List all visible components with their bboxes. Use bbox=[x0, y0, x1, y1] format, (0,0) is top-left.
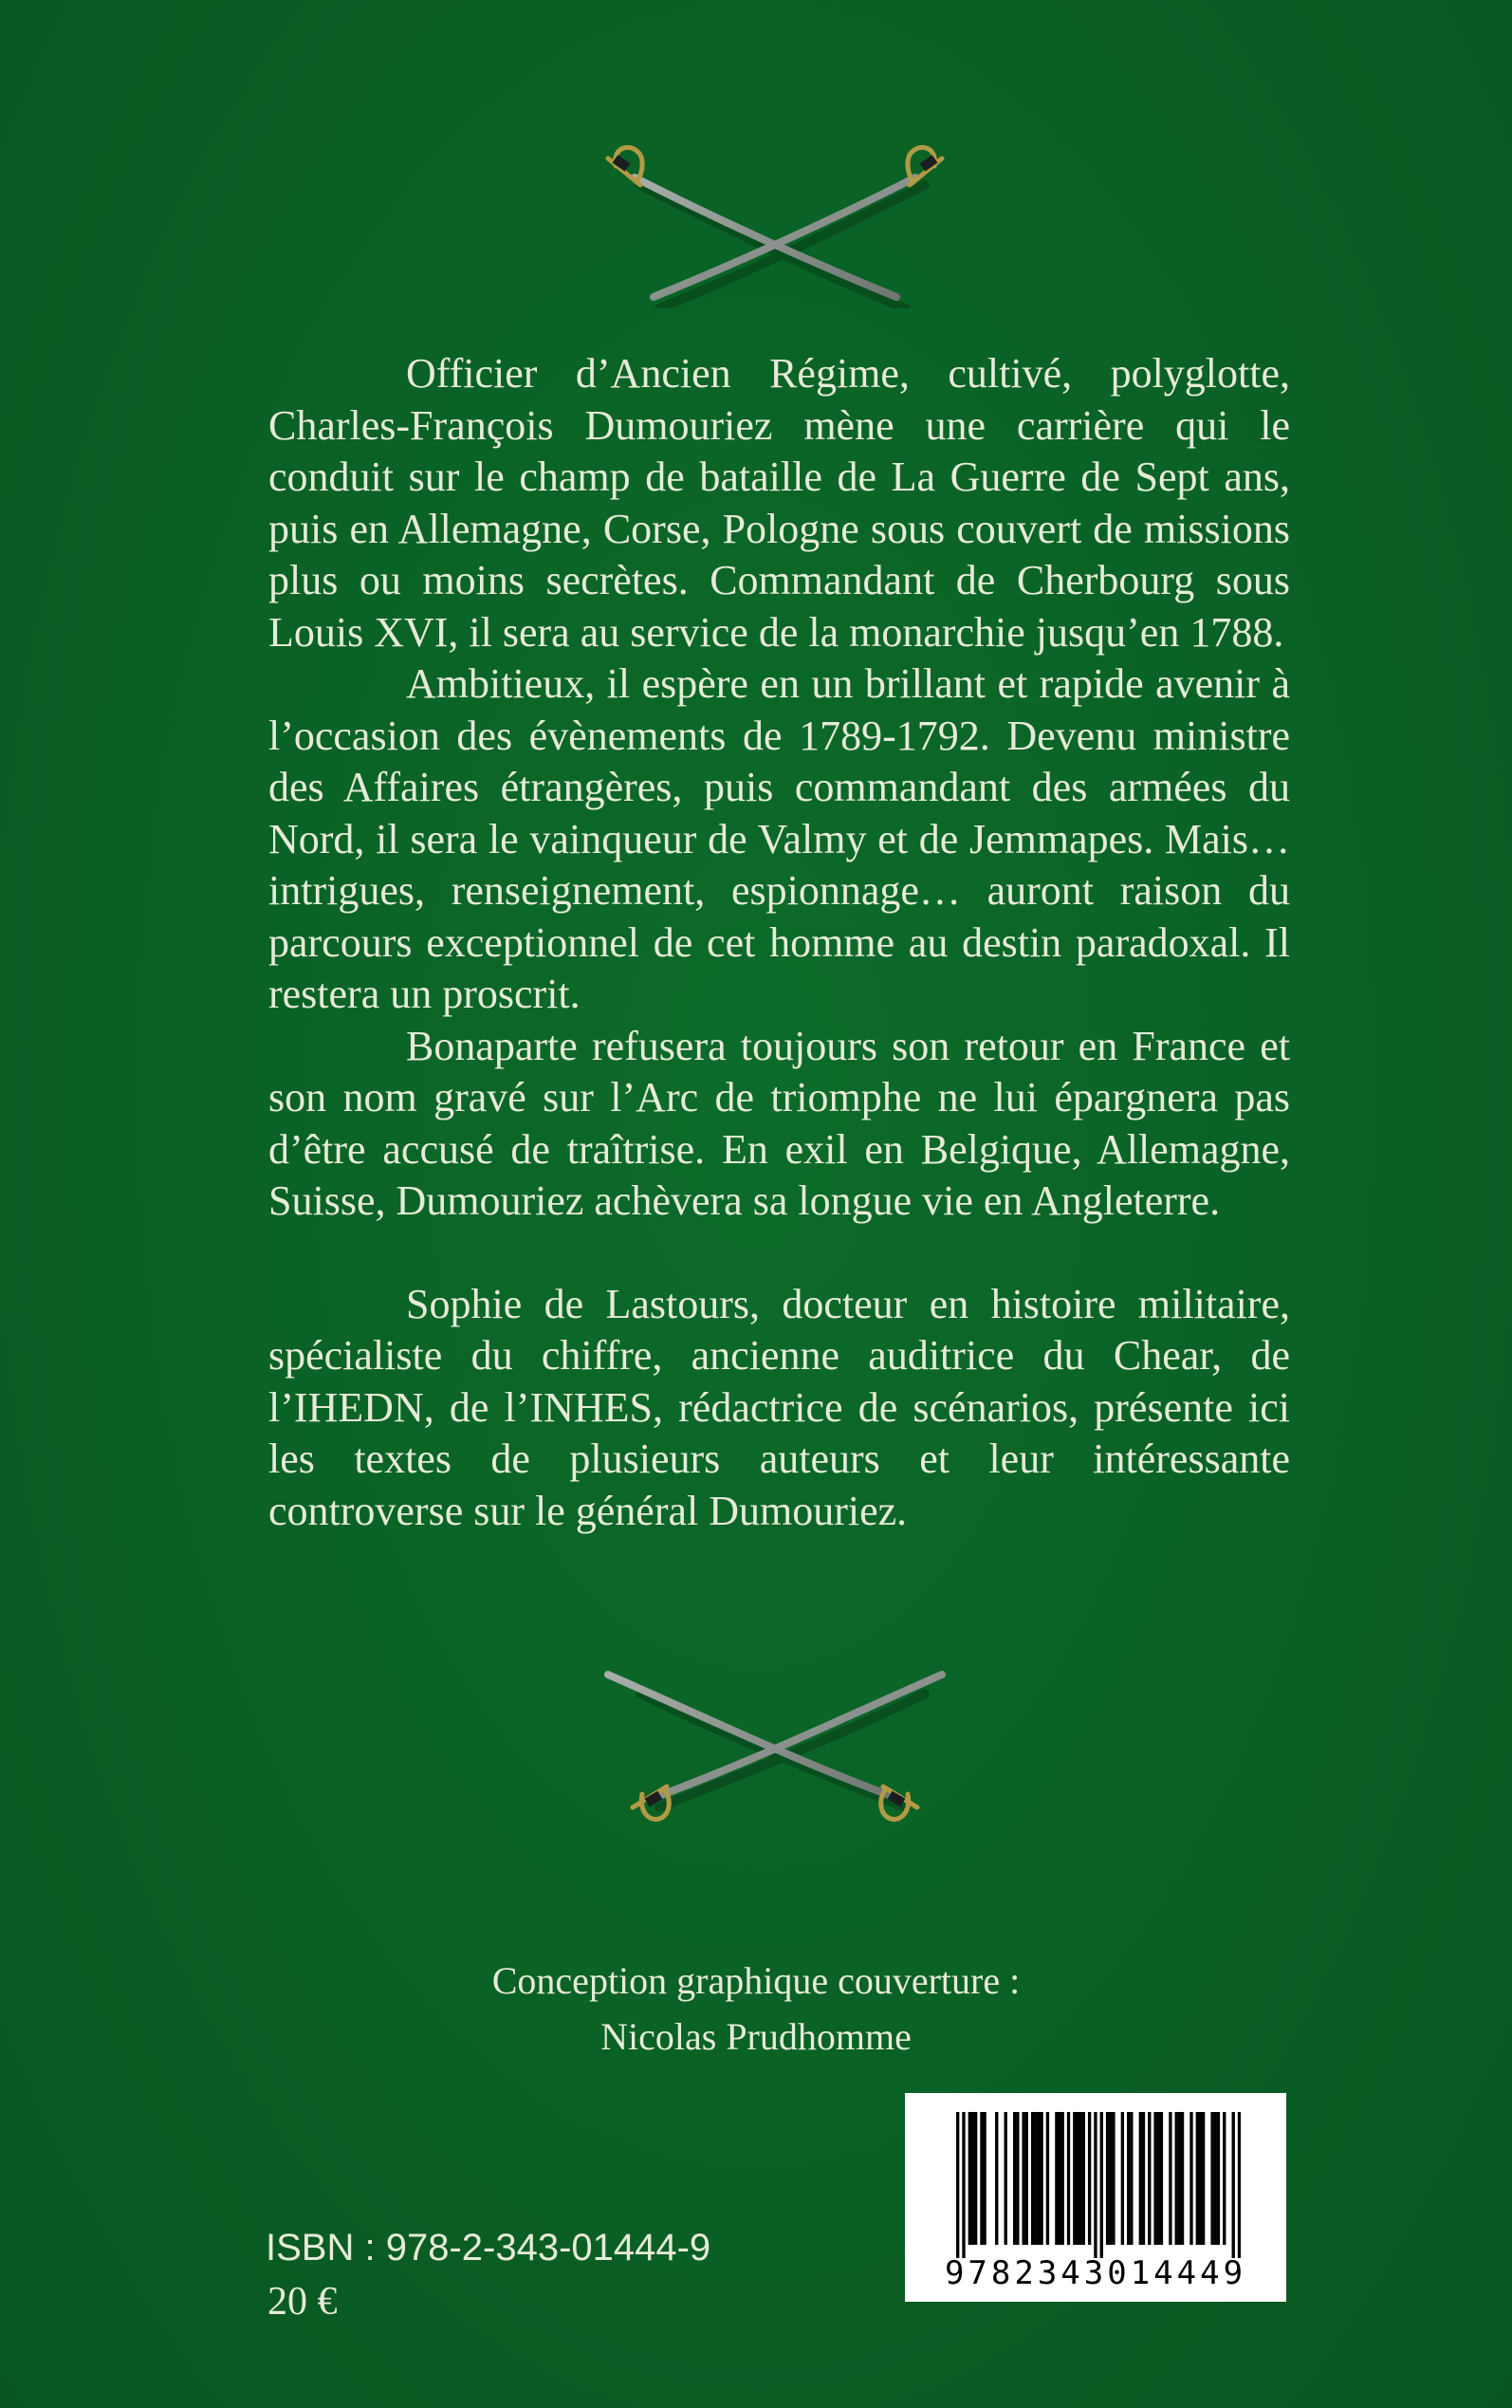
barcode-bar bbox=[962, 2112, 965, 2258]
crossed-sabres-icon bbox=[595, 1665, 955, 1836]
barcode-bar bbox=[1073, 2112, 1076, 2245]
barcode-bar bbox=[1025, 2112, 1028, 2245]
cover-design-credit bbox=[323, 1953, 1189, 2065]
barcode-bar bbox=[1178, 2112, 1181, 2245]
crossed-sabres-icon bbox=[595, 138, 955, 308]
isbn: ISBN : 978-2-343-01444-9 bbox=[266, 2227, 711, 2269]
barcode-bar bbox=[1210, 2112, 1213, 2245]
barcode-bar bbox=[1157, 2112, 1160, 2245]
barcode-bar bbox=[1013, 2112, 1016, 2245]
barcode-bar bbox=[1016, 2112, 1019, 2245]
barcode-digits: 9782343014449 bbox=[944, 2254, 1247, 2292]
barcode-bar bbox=[1034, 2112, 1037, 2245]
barcode-bar bbox=[1142, 2112, 1145, 2245]
barcode-bar bbox=[1232, 2112, 1235, 2258]
barcode-bar bbox=[968, 2112, 971, 2245]
credit-designer: Nicolas Prudhomme bbox=[600, 2015, 912, 2058]
barcode-bar bbox=[1061, 2112, 1064, 2245]
barcode-bar bbox=[1130, 2112, 1133, 2245]
barcode-bar bbox=[971, 2112, 974, 2245]
barcode-bar bbox=[1094, 2112, 1097, 2258]
barcode-bar bbox=[1199, 2112, 1202, 2245]
barcode-bar bbox=[1046, 2112, 1049, 2245]
credit-label: Conception graphique couverture : bbox=[491, 1959, 1021, 2002]
barcode-bar bbox=[1139, 2112, 1142, 2245]
barcode-bar bbox=[1055, 2112, 1058, 2245]
blurb-paragraph-3: Bonaparte refusera toujours son retour en France et son nom gravé sur l’Arc de triomphe ne lui épargnera pas d’être accusé de traîtrise. En exil en Belgique, Allemagne, Suisse, Dumouriez achèvera sa longue vie en Angleterre. bbox=[268, 1022, 1290, 1224]
barcode-bar bbox=[1189, 2112, 1192, 2245]
blurb-paragraph-1: Officier d’Ancien Régime, cultivé, polyglotte, Charles-François Dumouriez mène une carrière qui le conduit sur le champ de bataille de La Guerre de Sept ans, puis en Allemagne, Corse, Pologne sous couvert de missions plus ou moins secrètes. Commandant de Cherbourg sous Louis XVI, il sera au service de la monarchie jusqu’en 1788. bbox=[268, 350, 1290, 656]
barcode-bar bbox=[1169, 2112, 1171, 2245]
price: 20 € bbox=[267, 2280, 338, 2324]
barcode-bar bbox=[1175, 2112, 1178, 2245]
barcode-bar bbox=[1076, 2112, 1079, 2245]
barcode-bar bbox=[1040, 2112, 1042, 2245]
barcode-bar bbox=[1202, 2112, 1205, 2245]
barcode-bar bbox=[956, 2112, 959, 2258]
barcode-bar bbox=[1217, 2112, 1220, 2245]
barcode-bar bbox=[1082, 2112, 1085, 2245]
barcode-bar bbox=[1181, 2112, 1184, 2245]
barcode-bar bbox=[1106, 2112, 1109, 2245]
barcode-bar bbox=[1100, 2112, 1103, 2258]
barcode-bar bbox=[995, 2112, 998, 2245]
barcode-bar bbox=[1005, 2112, 1007, 2245]
blurb bbox=[268, 348, 1290, 1537]
author-bio: Sophie de Lastours, docteur en histoire militaire, spécialiste du chiffre, ancienne auditrice du Chear, de l’IHEDN, de l’INHES, rédactrice de scénarios, présente ici les textes de plusieurs auteurs et leur intéressante controverse sur le général Dumouriez. bbox=[268, 1280, 1290, 1534]
barcode-bar bbox=[1058, 2112, 1060, 2245]
barcode-bar bbox=[1031, 2112, 1034, 2245]
barcode-bar bbox=[1121, 2112, 1124, 2245]
barcode bbox=[905, 2093, 1286, 2302]
barcode-bar bbox=[1127, 2112, 1130, 2245]
barcode-bar bbox=[1196, 2112, 1199, 2245]
barcode-bars bbox=[956, 2112, 1241, 2258]
barcode-bar bbox=[1112, 2112, 1115, 2245]
barcode-bar bbox=[1148, 2112, 1151, 2245]
barcode-bar bbox=[1088, 2112, 1091, 2245]
barcode-bar bbox=[1067, 2112, 1070, 2245]
barcode-bar bbox=[1223, 2112, 1226, 2245]
barcode-bar bbox=[1153, 2112, 1156, 2245]
barcode-bar bbox=[1160, 2112, 1163, 2245]
barcode-bar bbox=[983, 2112, 986, 2245]
barcode-bar bbox=[1022, 2112, 1024, 2245]
barcode-bar bbox=[1109, 2112, 1112, 2245]
barcode-bar bbox=[1037, 2112, 1040, 2245]
barcode-bar bbox=[1238, 2112, 1241, 2258]
barcode-bar bbox=[1079, 2112, 1081, 2245]
blurb-paragraph-2: Ambitieux, il espère en un brillant et rapide avenir à l’occasion des évènements de 1789-1792. Devenu ministre des Affaires étrangères, puis commandant des armées du Nord, il sera le vainqueur de Valmy et de Jemmapes. Mais… intrigues, renseignement, espionnage… auront raison du parcours exceptionnel de cet homme au destin paradoxal. Il restera un proscrit. bbox=[268, 660, 1290, 1017]
barcode-bar bbox=[1214, 2112, 1217, 2245]
barcode-bar bbox=[974, 2112, 977, 2245]
barcode-bar bbox=[980, 2112, 983, 2245]
